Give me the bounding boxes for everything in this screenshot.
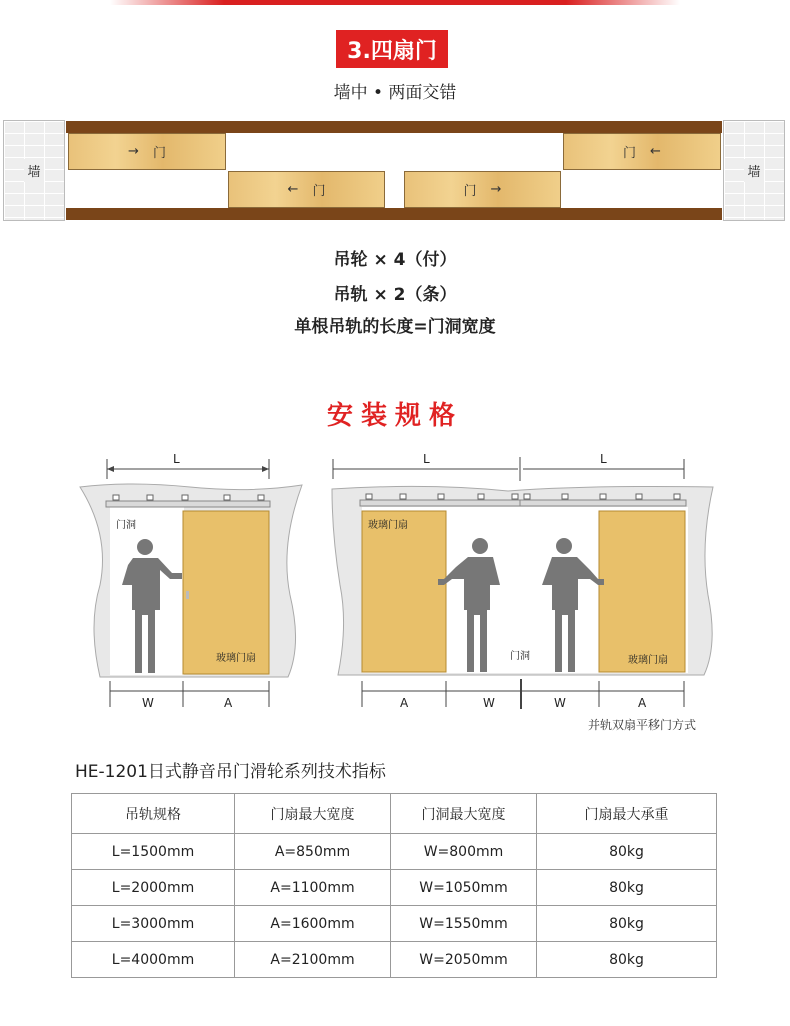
wall-right-label: 墙: [744, 159, 763, 182]
install-spec-title: 安装规格: [326, 401, 463, 431]
glass-door-left-label: 玻璃门扇: [368, 520, 408, 531]
table-title: HE-1201日式静音吊门滑轮系列技术指标: [75, 762, 386, 782]
install-diagram-single: [70, 445, 310, 715]
table-cell: A=2100mm: [235, 942, 391, 978]
door-panel-2: [228, 171, 385, 208]
door-panel-1: [68, 133, 226, 170]
arrow-left-icon: ←: [650, 144, 661, 159]
top-accent-line: [110, 0, 680, 5]
arrow-right-icon: →: [490, 182, 502, 197]
table-row: [72, 870, 717, 906]
dim-l-left-label: L: [423, 452, 430, 466]
section-badge: 3.四扇门: [336, 30, 448, 68]
table-cell: L=2000mm: [72, 870, 235, 906]
spec-hanger-wheels: 吊轮 × 4（付）: [333, 250, 457, 270]
dim-a-left-label: A: [400, 696, 409, 710]
col-header: 门扇最大承重: [537, 794, 717, 834]
dim-l-label: L: [173, 452, 180, 466]
door-panel-4: [563, 133, 721, 170]
spec-rail-length: 单根吊轨的长度=门洞宽度: [294, 317, 496, 337]
section-subtitle: 墙中 • 两面交错: [333, 83, 457, 103]
dim-a-right-label: A: [638, 696, 647, 710]
opening-label: 门洞: [116, 520, 136, 531]
table-cell: L=3000mm: [72, 906, 235, 942]
arrow-right-icon: →: [128, 144, 139, 159]
table-cell: W=1050mm: [391, 870, 537, 906]
table-row: [72, 834, 717, 870]
dim-a-label: A: [224, 696, 233, 710]
dim-w-label: W: [142, 696, 154, 710]
table-row: [72, 906, 717, 942]
table-cell: 80kg: [537, 906, 717, 942]
arrow-left-icon: ←: [287, 182, 299, 197]
dim-w-left-label: W: [483, 696, 495, 710]
top-rail: [66, 121, 722, 133]
col-header: 门洞最大宽度: [391, 794, 537, 834]
door-label: 门: [463, 184, 477, 199]
table-cell: 80kg: [537, 834, 717, 870]
wall-left: [3, 120, 65, 221]
install-diagram-double: [328, 445, 728, 715]
table-cell: A=1600mm: [235, 906, 391, 942]
double-door-caption: 并轨双扇平移门方式: [588, 718, 697, 732]
glass-door-label: 玻璃门扇: [216, 653, 256, 664]
door-label: 门: [312, 184, 326, 199]
col-header: 门扇最大宽度: [235, 794, 391, 834]
wall-right: [723, 120, 785, 221]
door-panel-3: [404, 171, 561, 208]
table-cell: W=800mm: [391, 834, 537, 870]
dim-w-right-label: W: [554, 696, 566, 710]
table-cell: A=1100mm: [235, 870, 391, 906]
spec-rails: 吊轨 × 2（条）: [333, 285, 457, 305]
table-cell: W=2050mm: [391, 942, 537, 978]
door-label: 门: [623, 146, 637, 161]
wall-left-label: 墙: [24, 159, 43, 182]
bottom-rail: [66, 208, 722, 220]
table-cell: L=1500mm: [72, 834, 235, 870]
door-label: 门: [152, 146, 166, 161]
table-cell: A=850mm: [235, 834, 391, 870]
table-header-row: [72, 794, 717, 834]
spec-table: [71, 793, 717, 978]
opening-label: 门洞: [510, 651, 530, 662]
glass-door-right-label: 玻璃门扇: [628, 655, 668, 666]
dim-l-right-label: L: [600, 452, 607, 466]
table-cell: L=4000mm: [72, 942, 235, 978]
table-cell: 80kg: [537, 942, 717, 978]
table-cell: 80kg: [537, 870, 717, 906]
table-row: [72, 942, 717, 978]
table-cell: W=1550mm: [391, 906, 537, 942]
col-header: 吊轨规格: [72, 794, 235, 834]
